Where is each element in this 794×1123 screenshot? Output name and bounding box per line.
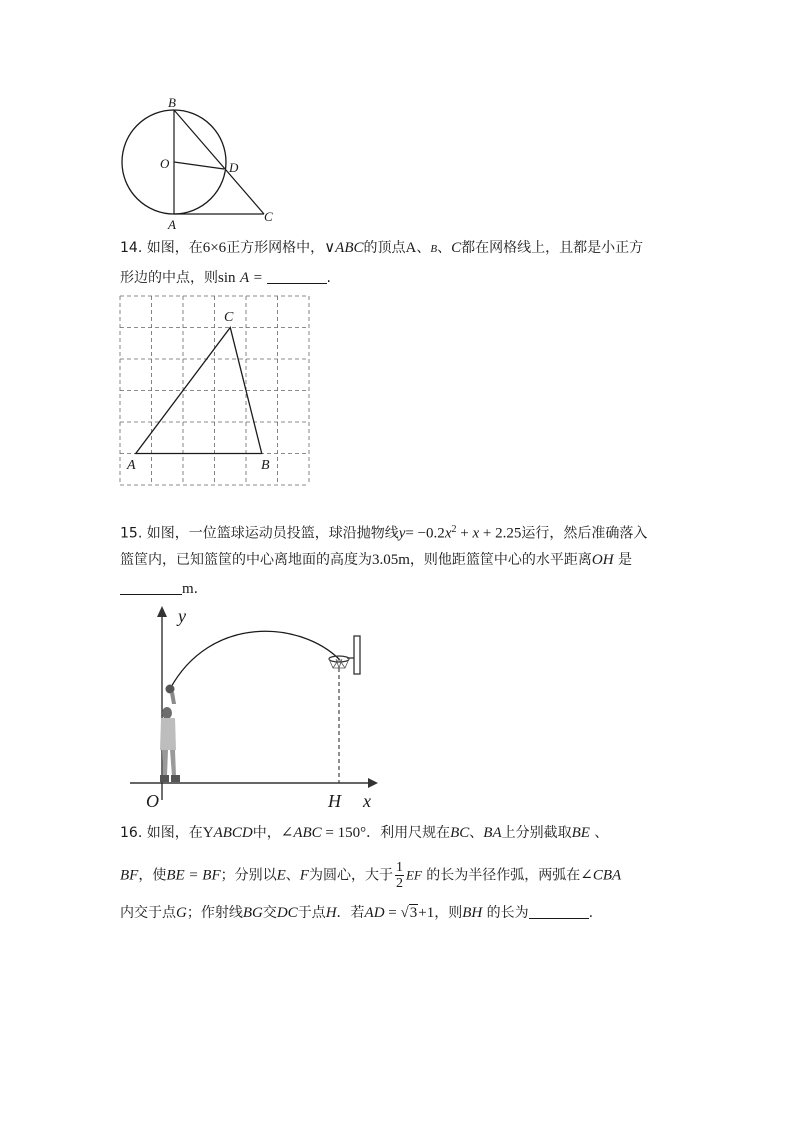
q14-line-1 <box>120 238 643 259</box>
sqrt-three: √3 <box>400 905 418 921</box>
q16-be: BE <box>571 825 590 841</box>
label-x: x <box>363 791 371 811</box>
q16-angle-cba: ∠CBA <box>580 867 622 884</box>
hoop-net <box>329 659 349 668</box>
para-symbol: Y <box>202 825 214 841</box>
para-name: ABCD <box>213 825 253 841</box>
q16-number: 16. <box>120 825 143 841</box>
q16-text: 的长为 <box>486 905 529 921</box>
q16-text: 如图，在 <box>146 825 203 841</box>
label-a: A <box>168 217 176 232</box>
answer-blank-14[interactable] <box>267 269 327 284</box>
q16-line-3 <box>120 903 593 923</box>
q16-ad-eq: = <box>384 905 401 921</box>
q16-g: G <box>176 905 187 921</box>
q16-line-2 <box>120 860 621 891</box>
q16-sep: 、 <box>469 825 484 841</box>
label-d: D <box>229 160 239 175</box>
eq-part: + <box>456 525 473 542</box>
q16-text: 上分别截取 <box>501 825 572 841</box>
grid-figure <box>110 290 320 490</box>
q14-sep: 、 <box>416 240 431 256</box>
segment-bc <box>174 110 264 214</box>
q16-sep: 、 <box>285 867 300 884</box>
q16-sep: 、 <box>594 825 609 841</box>
q14-line-2 <box>120 268 331 288</box>
q16-ad: AD <box>364 905 385 921</box>
eq-part: + 2.25 <box>479 525 522 542</box>
q15-oh: OH <box>591 552 614 568</box>
label-a: A <box>127 458 136 473</box>
frac-denominator: 2 <box>395 876 403 891</box>
q14-triangle-symbol: ∨ <box>324 240 336 256</box>
q16-bg: BG <box>242 905 263 921</box>
label-c: C <box>264 209 273 224</box>
q16-bf: BF <box>120 867 139 884</box>
y-axis-arrow <box>157 606 167 617</box>
q15-line-3 <box>120 579 198 599</box>
eq-x: x <box>444 525 452 542</box>
q16-text: 的长为半径作弧，两弧在 <box>426 867 581 884</box>
q14-triangle-name: ABC <box>335 240 364 256</box>
frac-numerator: 1 <box>395 860 403 875</box>
ball-trajectory <box>170 631 340 689</box>
q14-text: 正方形网格中， <box>226 240 325 256</box>
eq-part: = −0.2 <box>405 525 445 542</box>
q15-text: ，则他距篮筐中心的水平距离 <box>409 552 592 568</box>
q16-text: 中， <box>252 825 281 841</box>
q15-text: 篮筐内，已知篮筐的中心离地面的高度为 <box>120 552 372 568</box>
q14-sep: 、 <box>437 240 452 256</box>
q15-line-1 <box>120 520 647 544</box>
q16-text: ；分别以 <box>220 867 277 884</box>
q16-text: 交 <box>262 905 277 921</box>
q14-text: 形边的中点，则 <box>120 270 218 286</box>
q16-be-eq-bf: BE = BF <box>166 867 221 884</box>
grid <box>120 296 309 485</box>
q15-text: 是 <box>618 552 633 568</box>
q16-line-1 <box>120 823 608 843</box>
q16-text: ，则 <box>434 905 463 921</box>
eq-x: x <box>472 525 480 542</box>
fraction-half <box>395 860 404 891</box>
q16-text: 为圆心，大于 <box>308 867 393 884</box>
label-y: y <box>178 606 186 626</box>
x-axis-arrow <box>368 778 378 788</box>
q16-text: ．若 <box>336 905 365 921</box>
q14-eq: = <box>253 270 263 286</box>
q16-text: ，使 <box>138 867 167 884</box>
circle-figure <box>110 90 280 235</box>
q14-end: . <box>326 270 331 286</box>
q14-vertex-c: C <box>451 240 462 256</box>
q16-f: F <box>299 867 309 884</box>
q15-text: 运行，然后准确落入 <box>521 525 648 542</box>
q15-unit: m <box>182 581 194 597</box>
answer-blank-15[interactable] <box>120 580 182 595</box>
q16-text: 于点 <box>297 905 326 921</box>
angle-symbol: ∠ <box>280 825 294 841</box>
q16-e: E <box>276 867 286 884</box>
angle-name: ABC <box>293 825 322 841</box>
label-b: B <box>261 458 270 473</box>
q14-text: 如图，在 <box>146 240 203 256</box>
q14-vertex-a: A <box>405 240 417 256</box>
q16-bh: BH <box>462 905 483 921</box>
q14-grid-size: 6×6 <box>202 240 227 256</box>
q15-height: 3.05m <box>372 552 410 568</box>
q14-text: 都在网格线上，且都是小正方 <box>461 240 644 256</box>
q16-end: . <box>588 905 594 921</box>
q14-number: 14. <box>120 240 143 256</box>
q15-number: 15. <box>120 525 143 542</box>
basketball-player <box>160 685 180 783</box>
q16-bc: BC <box>450 825 470 841</box>
q16-ba: BA <box>483 825 502 841</box>
basketball-figure <box>120 600 390 815</box>
q16-dc: DC <box>276 905 298 921</box>
q16-text: ．利用尺规在 <box>366 825 451 841</box>
q15-line-2 <box>120 550 632 570</box>
label-o: O <box>160 156 170 171</box>
q15-text: 如图，一位篮球运动员投篮，球沿抛物线 <box>146 525 399 542</box>
eq-y: y <box>398 525 406 542</box>
label-c: C <box>224 310 234 325</box>
sqrt-radicand: 3 <box>409 905 418 921</box>
label-o: O <box>146 791 159 811</box>
q16-h: H <box>325 905 337 921</box>
angle-value: = 150° <box>321 825 367 841</box>
q14-var-a: A <box>239 270 250 286</box>
segment-od <box>174 162 224 169</box>
backboard <box>354 636 360 674</box>
q16-text: ；作射线 <box>186 905 243 921</box>
q14-sin: sin <box>218 270 236 286</box>
q16-ef: EF <box>405 867 422 883</box>
label-h: H <box>328 791 341 811</box>
answer-blank-16[interactable] <box>529 904 589 919</box>
ball <box>166 685 175 694</box>
q14-vertex-b: B <box>430 243 438 255</box>
q16-plus-one: +1 <box>418 905 435 921</box>
label-b: B <box>168 95 176 110</box>
q15-end: . <box>193 581 199 597</box>
eq-sup: 2 <box>451 524 457 535</box>
q16-text: 内交于点 <box>120 905 176 921</box>
q14-text: 的顶点 <box>363 240 406 256</box>
